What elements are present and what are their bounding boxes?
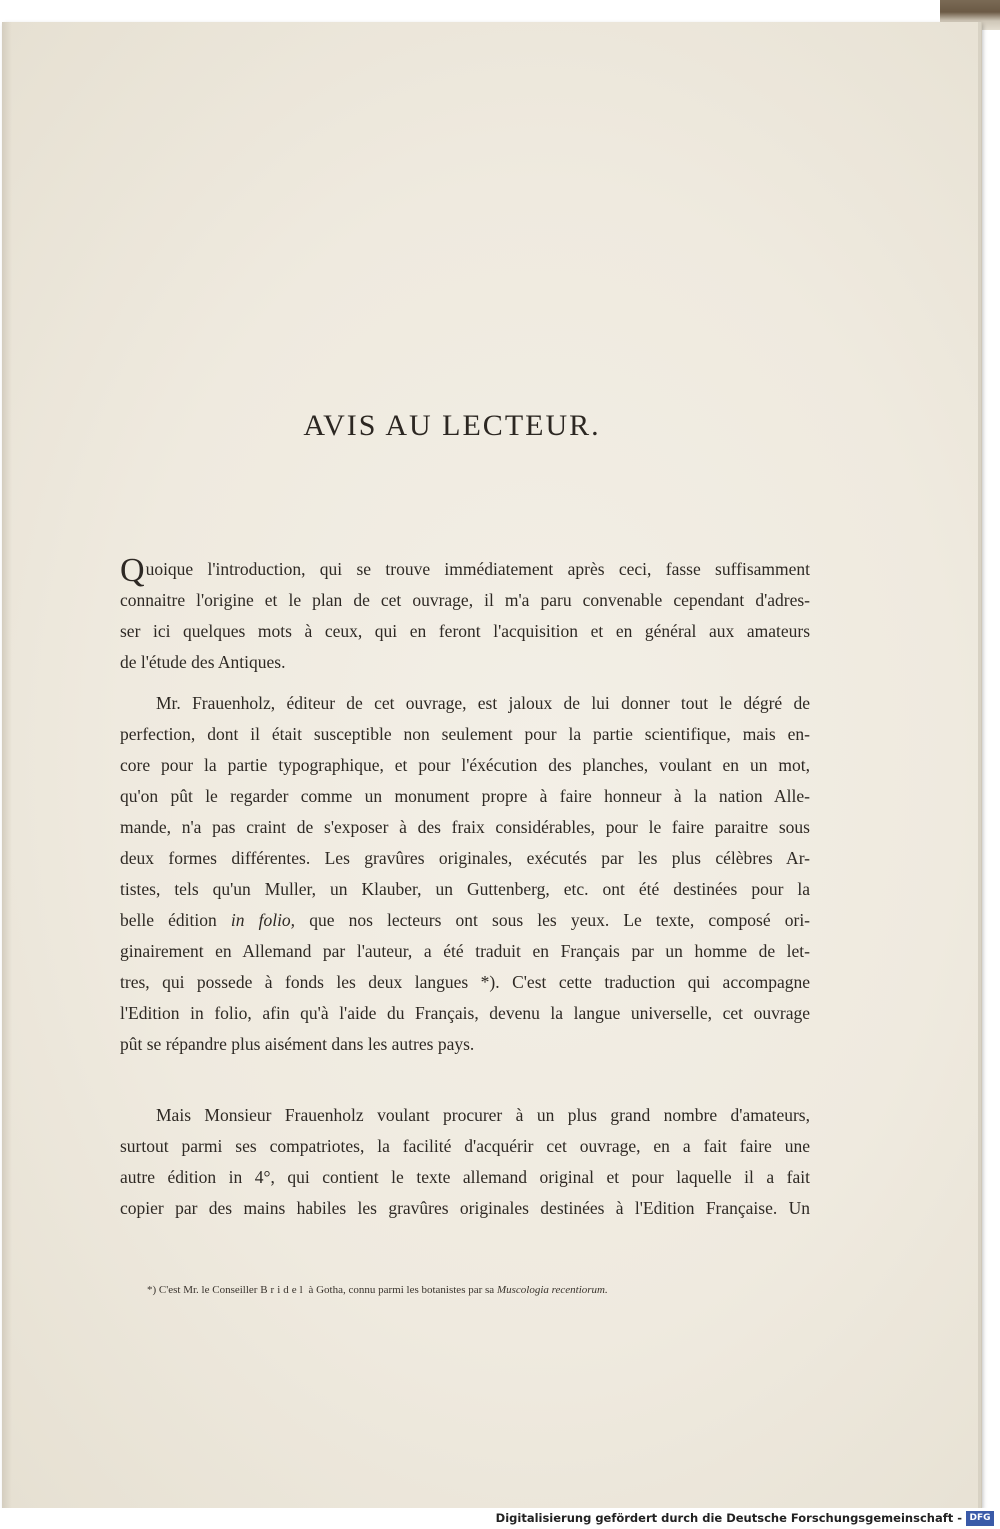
- paragraph-line: perfection, dont il était susceptible non seulement pour la partie scientifique, mais en-: [120, 724, 810, 744]
- page-title: AVIS AU LECTEUR.: [303, 409, 601, 442]
- paragraph-line: de l'étude des Antiques.: [120, 652, 286, 672]
- book-page: [2, 22, 981, 1508]
- paragraph-line: [120, 905, 810, 936]
- footnote-prefix: *) C'est Mr. le Conseiller: [147, 1284, 258, 1296]
- paragraph-line: Mr. Frauenholz, éditeur de cet ouvrage, est jaloux de lui donner tout le dégré de: [156, 693, 810, 713]
- footnote: [147, 1284, 608, 1296]
- funding-credit: Digitalisierung gefördert durch die Deutsche Forschungsgemeinschaft -: [495, 1511, 962, 1525]
- paragraph-line: pût se répandre plus aisément dans les autres pays.: [120, 1034, 475, 1054]
- paragraph-line: ser ici quelques mots à ceux, qui en feront l'acquisition et en général aux amateurs: [120, 621, 810, 641]
- line-text: que nos lecteurs ont sous les yeux. Le texte, composé ori-: [309, 910, 811, 930]
- paragraph-line: connaitre l'origine et le plan de cet ouvrage, il m'a paru convenable cependant d'adres-: [120, 590, 810, 610]
- paragraph-line: tres, qui possede à fonds les deux langues *). C'est cette traduction qui accompagne: [120, 972, 810, 992]
- paragraph-line: l'Edition in folio, afin qu'à l'aide du Français, devenu la langue universelle, cet ouvrage: [120, 1003, 810, 1023]
- page-gutter-shadow: [2, 22, 12, 1508]
- italic-in-folio: in folio,: [230, 910, 296, 930]
- paragraph-3: [120, 1100, 810, 1224]
- paragraph-line: mande, n'a pas craint de s'exposer à des fraix considérables, pour le faire paraitre sous: [120, 817, 810, 837]
- paragraph-line: core pour la partie typographique, et pour l'éxécution des planches, voulant en un mot,: [120, 755, 810, 775]
- footnote-work: Muscologia recentiorum.: [496, 1284, 608, 1296]
- paragraph-line: ginairement en Allemand par l'auteur, a été traduit en Français par un homme de let-: [120, 941, 810, 961]
- paragraph-line: autre édition in 4°, qui contient le texte allemand original et pour laquelle il a fait: [120, 1167, 810, 1187]
- credit-bar: [0, 1508, 1000, 1529]
- paragraph-line: deux formes différentes. Les gravûres originales, exécutés par les plus célèbres Ar-: [120, 848, 810, 868]
- paragraph-1: [120, 554, 810, 678]
- paragraph-line: qu'on pût le regarder comme un monument propre à faire honneur à la nation Alle-: [120, 786, 810, 806]
- paragraph-line: surtout parmi ses compatriotes, la facilité d'acquérir cet ouvrage, en a fait faire une: [120, 1136, 810, 1156]
- paragraph-2: [120, 688, 810, 1060]
- line-text: belle édition: [120, 910, 217, 930]
- dfg-logo-icon: DFG: [966, 1511, 994, 1526]
- paragraph-line: copier par des mains habiles les gravûres originales destinées à l'Edition Française. Un: [120, 1198, 810, 1218]
- footnote-name: Bridel: [260, 1284, 306, 1296]
- drop-cap: Q: [120, 552, 145, 589]
- paragraph-line: Mais Monsieur Frauenholz voulant procurer à un plus grand nombre d'amateurs,: [156, 1105, 810, 1125]
- paragraph-line: uoique l'introduction, qui se trouve immédiatement après ceci, fasse suffisamment: [145, 559, 810, 579]
- footnote-middle: à Gotha, connu parmi les botanistes par sa: [308, 1284, 495, 1296]
- paragraph-line: tistes, tels qu'un Muller, un Klauber, un Guttenberg, etc. ont été destinées pour la: [120, 879, 810, 899]
